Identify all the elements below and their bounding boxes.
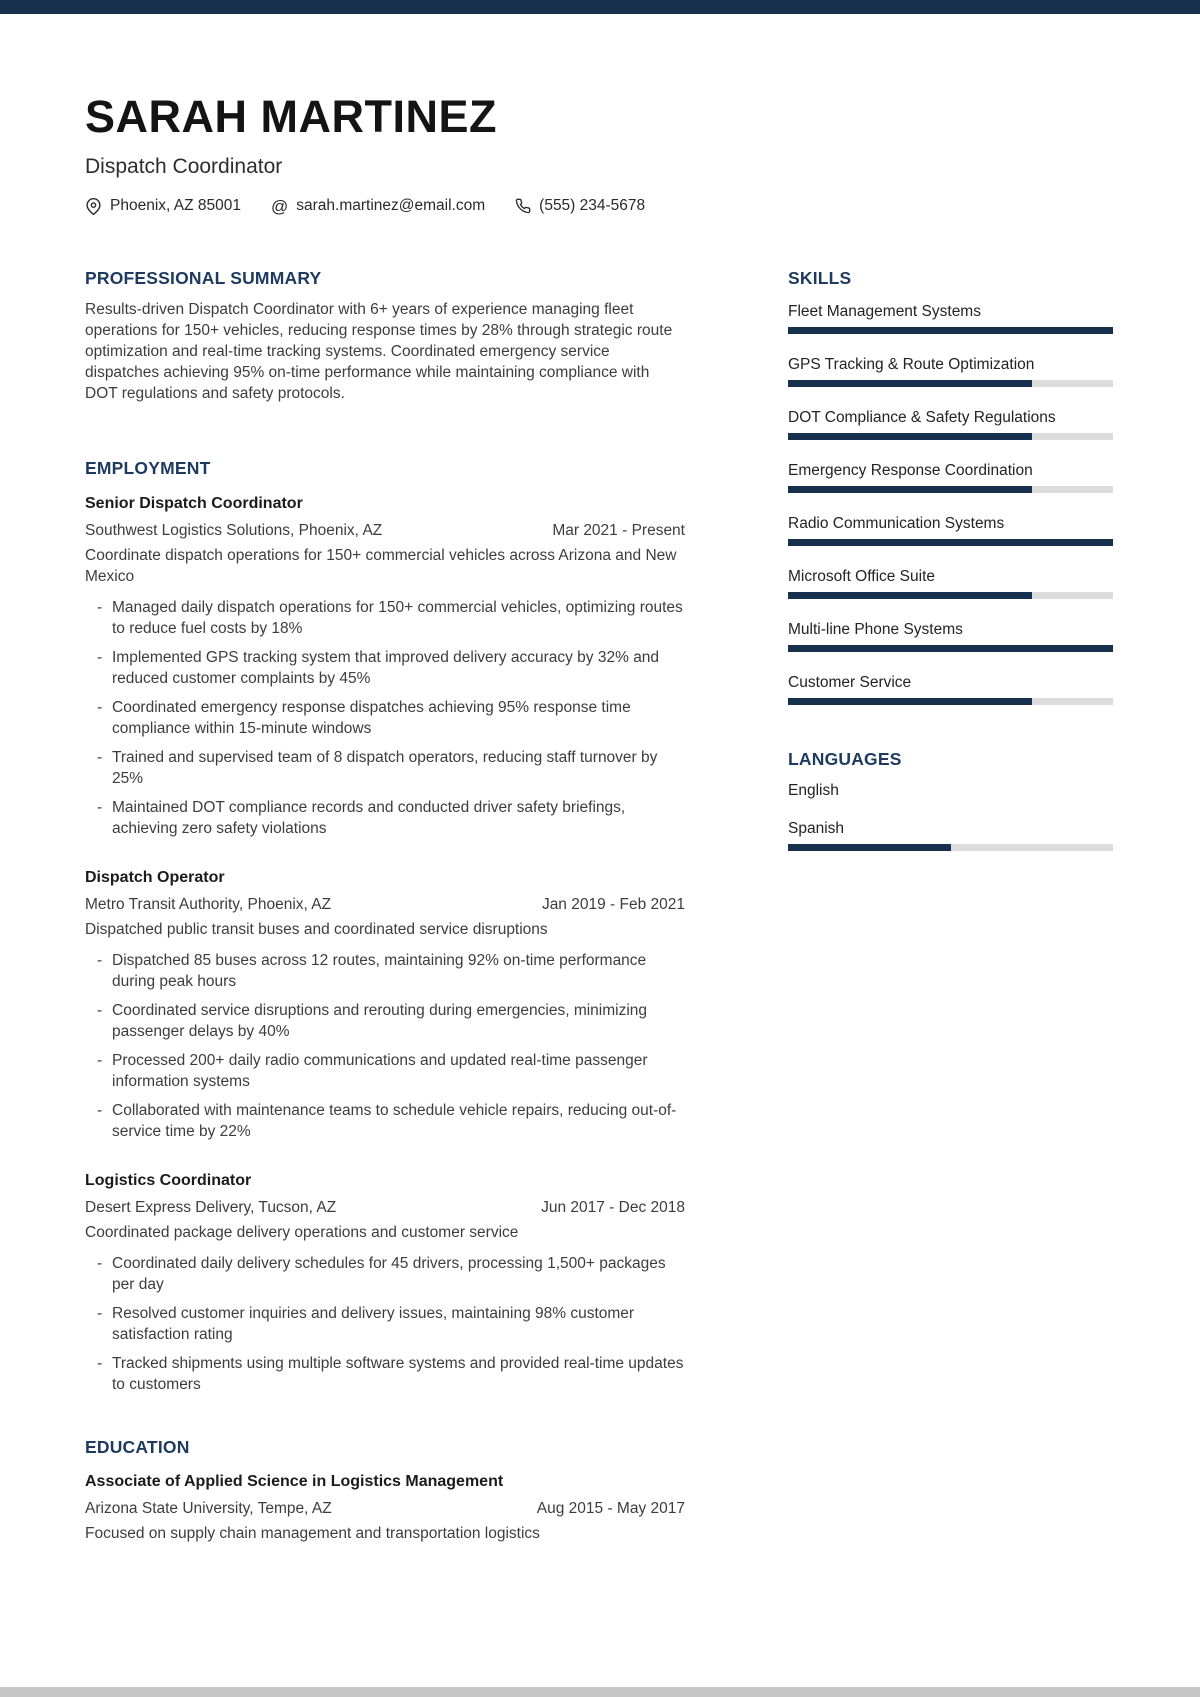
bullet-marker: - bbox=[97, 799, 103, 816]
job-entry bbox=[85, 1170, 685, 1395]
skill-item bbox=[788, 514, 1113, 546]
email-at-icon: @ bbox=[271, 196, 289, 216]
bullet-text: Coordinated daily delivery schedules for 45 drivers, processing 1,500+ packages per day bbox=[112, 1255, 666, 1293]
bullet-marker: - bbox=[97, 1052, 103, 1069]
bullet-text: Dispatched 85 buses across 12 routes, maintaining 92% on-time performance during peak hours bbox=[112, 952, 647, 990]
job-company: Southwest Logistics Solutions, Phoenix, AZ bbox=[85, 522, 383, 539]
skill-label: Multi-line Phone Systems bbox=[788, 621, 963, 638]
email-text: sarah.martinez@email.com bbox=[296, 197, 486, 214]
location-text: Phoenix, AZ 85001 bbox=[110, 197, 241, 214]
language-bar bbox=[788, 844, 1113, 851]
skill-label: Customer Service bbox=[788, 674, 912, 691]
main-column bbox=[85, 268, 685, 1544]
contact-phone bbox=[515, 197, 645, 215]
bullet-marker: - bbox=[97, 952, 103, 969]
skill-item bbox=[788, 355, 1113, 387]
person-job-title: Dispatch Coordinator bbox=[85, 155, 283, 178]
skills-list bbox=[788, 302, 1113, 705]
section-heading-skills: SKILLS bbox=[788, 268, 852, 288]
skill-item bbox=[788, 567, 1113, 599]
skill-label: Fleet Management Systems bbox=[788, 303, 981, 320]
job-dates: Jan 2019 - Feb 2021 bbox=[541, 896, 685, 913]
education-school: Arizona State University, Tempe, AZ bbox=[85, 1500, 332, 1517]
job-entry bbox=[85, 867, 685, 1142]
phone-text: (555) 234-5678 bbox=[539, 197, 646, 214]
bullet-item bbox=[85, 1100, 685, 1142]
skill-bar bbox=[788, 539, 1113, 546]
bullet-item bbox=[85, 697, 685, 739]
bullet-text: Managed daily dispatch operations for 150+ commercial vehicles, optimizing routes to reduce fuel costs by 18% bbox=[112, 599, 683, 637]
skill-bar bbox=[788, 433, 1113, 440]
skill-bar bbox=[788, 327, 1113, 334]
bullet-marker: - bbox=[97, 649, 103, 666]
bullet-item bbox=[85, 1253, 685, 1295]
person-name: SARAH MARTINEZ bbox=[85, 91, 497, 142]
job-title: Dispatch Operator bbox=[85, 869, 225, 886]
resume-header bbox=[85, 91, 1115, 216]
bullet-marker: - bbox=[97, 1305, 103, 1322]
language-item bbox=[788, 781, 1113, 801]
bullet-item bbox=[85, 950, 685, 992]
bullet-text: Processed 200+ daily radio communications and updated real-time passenger information systems bbox=[112, 1052, 648, 1090]
skill-bar bbox=[788, 698, 1113, 705]
bullet-text: Coordinated emergency response dispatches achieving 95% response time compliance within 15-minute windows bbox=[112, 699, 631, 737]
skill-label: Emergency Response Coordination bbox=[788, 462, 1033, 479]
phone-icon bbox=[515, 198, 531, 214]
bullet-item bbox=[85, 1353, 685, 1395]
job-entry bbox=[85, 493, 685, 839]
bullet-marker: - bbox=[97, 1255, 103, 1272]
skill-label: DOT Compliance & Safety Regulations bbox=[788, 409, 1056, 426]
skill-label: Microsoft Office Suite bbox=[788, 568, 936, 585]
education-meta-row bbox=[85, 1498, 685, 1519]
skill-label: Radio Communication Systems bbox=[788, 515, 1005, 532]
bullet-text: Tracked shipments using multiple software systems and provided real-time updates to customers bbox=[112, 1355, 684, 1393]
bullet-text: Maintained DOT compliance records and conducted driver safety briefings, achieving zero safety violations bbox=[112, 799, 626, 837]
bullet-text: Implemented GPS tracking system that improved delivery accuracy by 32% and reduced customer complaints by 45% bbox=[112, 649, 660, 687]
language-label: Spanish bbox=[788, 820, 845, 837]
location-pin-icon bbox=[85, 198, 102, 215]
job-meta-row bbox=[85, 894, 685, 915]
bullet-text: Collaborated with maintenance teams to schedule vehicle repairs, reducing out-of-service time by 22% bbox=[112, 1102, 677, 1140]
section-heading-employment: EMPLOYMENT bbox=[85, 458, 211, 478]
skill-item bbox=[788, 673, 1113, 705]
education-dates: Aug 2015 - May 2017 bbox=[536, 1500, 685, 1517]
skill-item bbox=[788, 408, 1113, 440]
job-meta-row bbox=[85, 1197, 685, 1218]
top-accent-bar bbox=[0, 0, 1200, 14]
bullet-item bbox=[85, 747, 685, 789]
skill-bar bbox=[788, 380, 1113, 387]
bullet-marker: - bbox=[97, 1102, 103, 1119]
job-bullets bbox=[85, 1253, 685, 1395]
skill-label: GPS Tracking & Route Optimization bbox=[788, 356, 1035, 373]
job-dates: Mar 2021 - Present bbox=[552, 522, 685, 539]
bullet-item bbox=[85, 647, 685, 689]
sidebar-column bbox=[788, 268, 1113, 869]
contact-email bbox=[271, 197, 485, 215]
skill-bar bbox=[788, 592, 1113, 599]
bullet-marker: - bbox=[97, 749, 103, 766]
bullet-text: Resolved customer inquiries and delivery issues, maintaining 98% customer satisfaction rating bbox=[112, 1305, 635, 1343]
section-heading-languages: LANGUAGES bbox=[788, 749, 902, 769]
bullet-marker: - bbox=[97, 599, 103, 616]
job-meta-row bbox=[85, 520, 685, 541]
bullet-marker: - bbox=[97, 1002, 103, 1019]
job-title: Logistics Coordinator bbox=[85, 1172, 252, 1189]
job-description: Coordinate dispatch operations for 150+ commercial vehicles across Arizona and New Mexico bbox=[85, 547, 677, 585]
job-description: Coordinated package delivery operations and customer service bbox=[85, 1224, 519, 1241]
job-company: Metro Transit Authority, Phoenix, AZ bbox=[85, 896, 332, 913]
bullet-item bbox=[85, 597, 685, 639]
job-dates: Jun 2017 - Dec 2018 bbox=[541, 1199, 685, 1216]
contact-row bbox=[85, 197, 1115, 215]
skill-item bbox=[788, 461, 1113, 493]
bullet-text: Trained and supervised team of 8 dispatch operators, reducing staff turnover by 25% bbox=[112, 749, 658, 787]
job-bullets bbox=[85, 950, 685, 1142]
language-item bbox=[788, 819, 1113, 851]
bullet-item bbox=[85, 797, 685, 839]
section-heading-education: EDUCATION bbox=[85, 1437, 190, 1457]
contact-location bbox=[85, 197, 241, 215]
bullet-text: Coordinated service disruptions and rerouting during emergencies, minimizing passenger delays by 40% bbox=[112, 1002, 648, 1040]
bullet-marker: - bbox=[97, 699, 103, 716]
skill-bar bbox=[788, 486, 1113, 493]
bullet-marker: - bbox=[97, 1355, 103, 1372]
education-description: Focused on supply chain management and transportation logistics bbox=[85, 1525, 540, 1542]
education-degree: Associate of Applied Science in Logistics Management bbox=[85, 1473, 504, 1490]
bottom-edge-bar bbox=[0, 1687, 1200, 1697]
section-heading-summary: PROFESSIONAL SUMMARY bbox=[85, 268, 322, 288]
skill-bar bbox=[788, 645, 1113, 652]
job-description: Dispatched public transit buses and coordinated service disruptions bbox=[85, 921, 548, 938]
bullet-item bbox=[85, 1000, 685, 1042]
summary-text: Results-driven Dispatch Coordinator with 6+ years of experience managing fleet operations for 150+ vehicles, reducing response times by 28% through strategic route optimization and real-time tracking systems. Coordinated emergency service dispatches achieving 95% on-time performance while maintaining compliance with DOT regulations and safety protocols. bbox=[85, 301, 673, 402]
languages-list bbox=[788, 781, 1113, 851]
language-label: English bbox=[788, 782, 839, 799]
job-company: Desert Express Delivery, Tucson, AZ bbox=[85, 1199, 337, 1216]
job-bullets bbox=[85, 597, 685, 839]
skill-item bbox=[788, 620, 1113, 652]
bullet-item bbox=[85, 1303, 685, 1345]
bullet-item bbox=[85, 1050, 685, 1092]
job-title: Senior Dispatch Coordinator bbox=[85, 495, 303, 512]
skill-item bbox=[788, 302, 1113, 334]
